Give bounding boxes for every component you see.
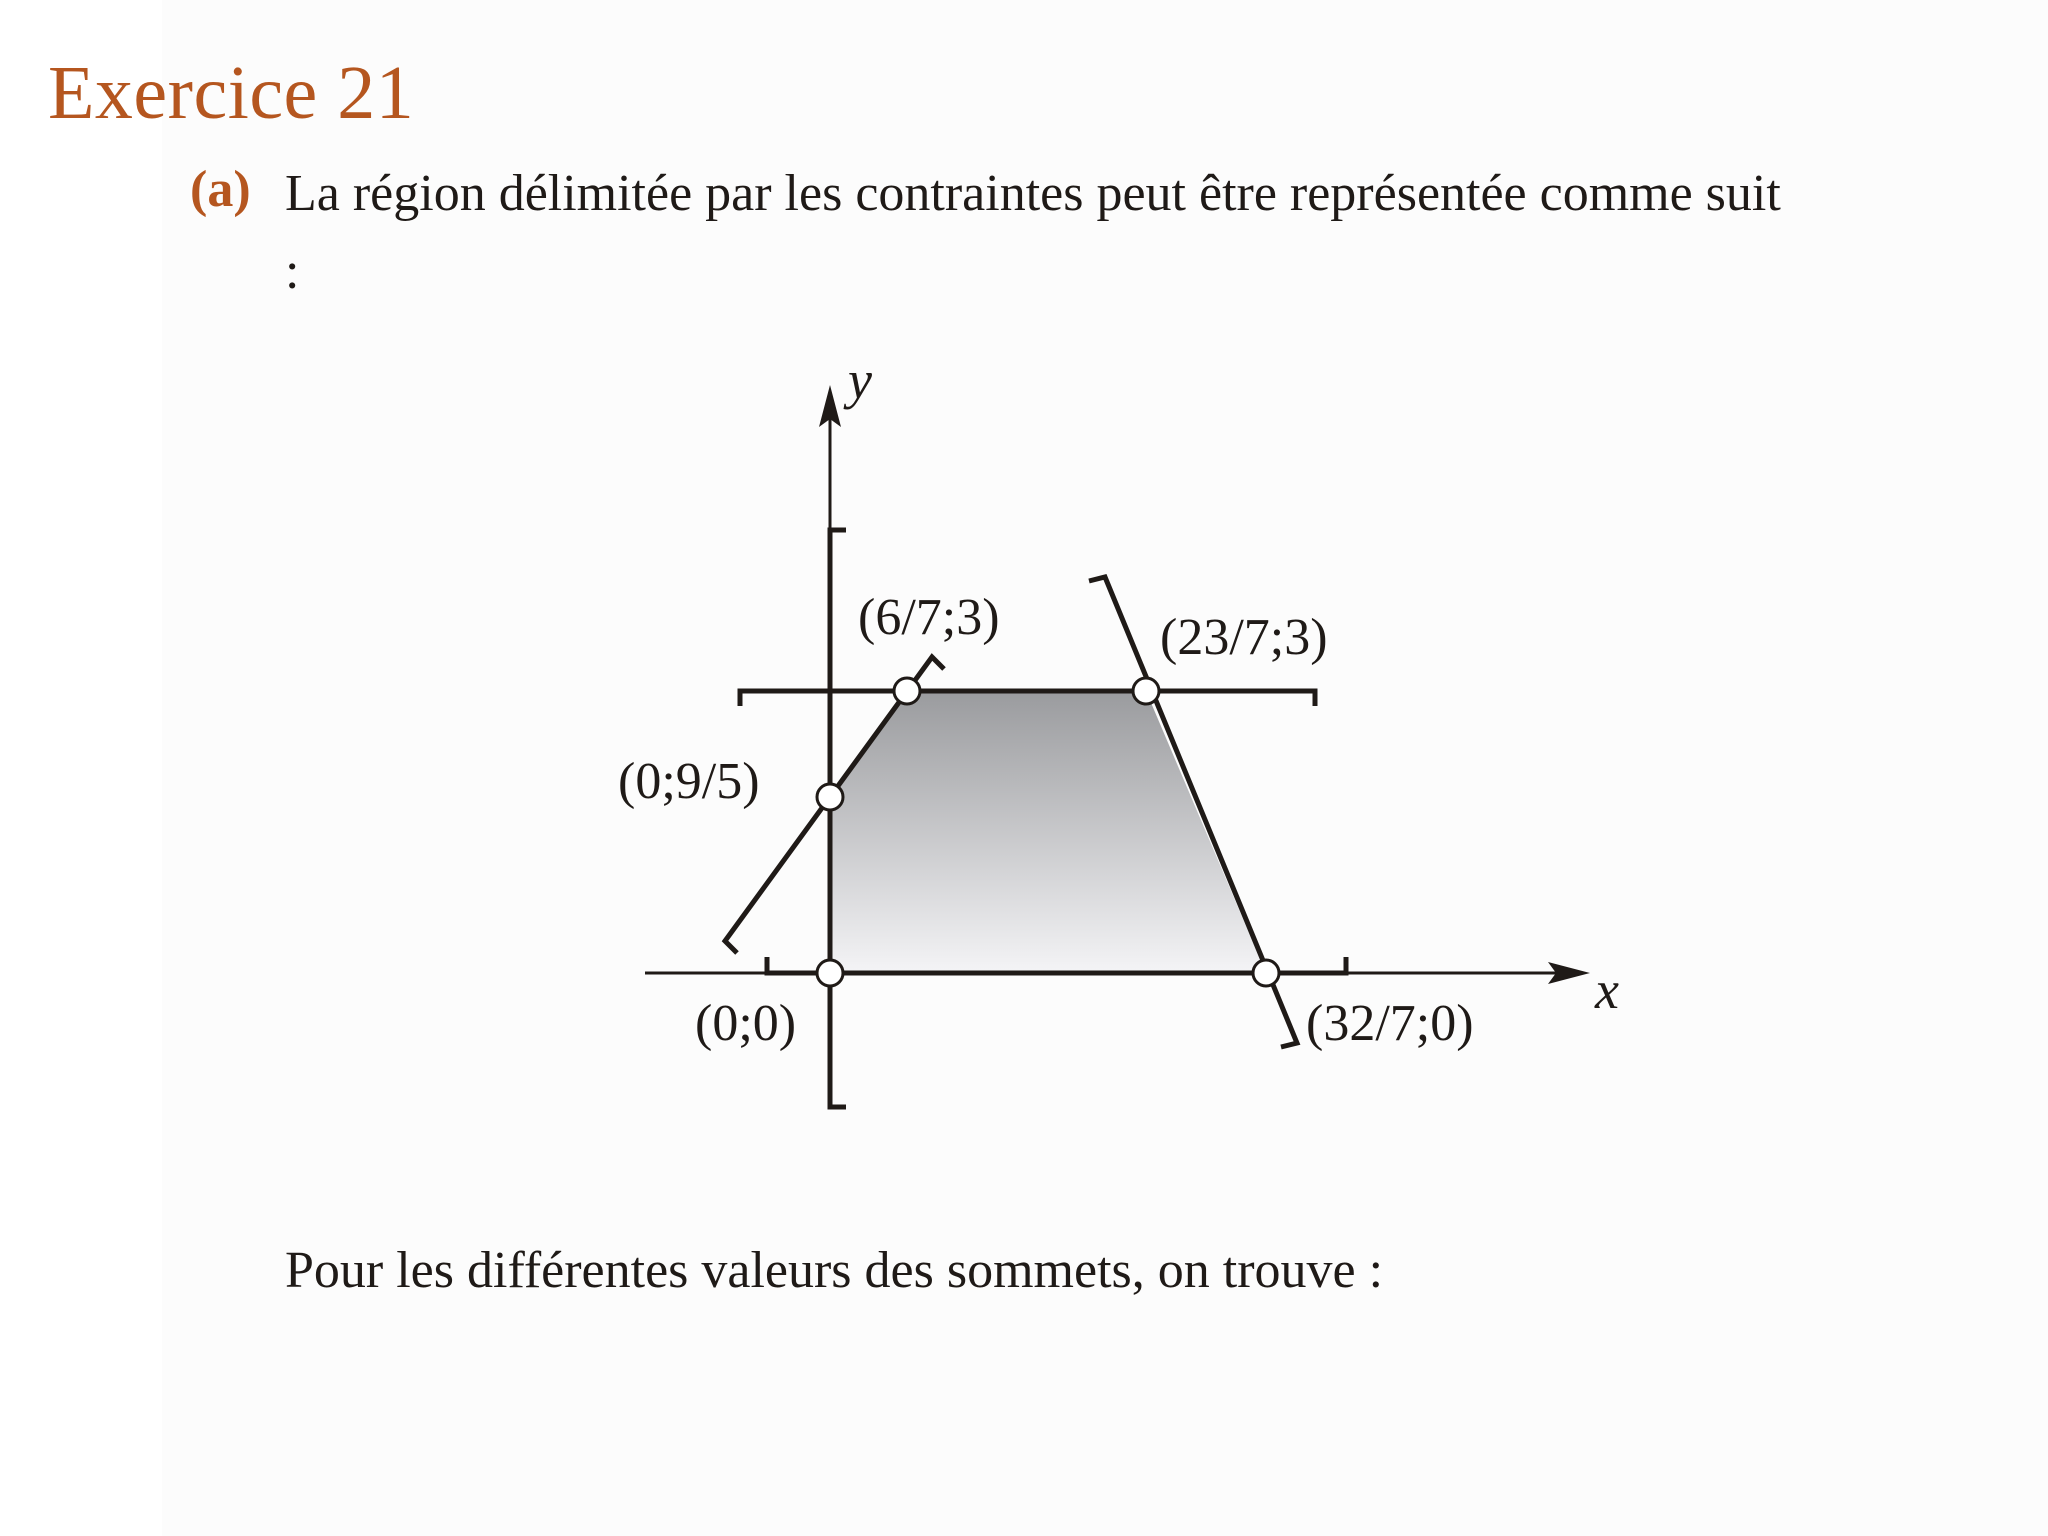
exercise-title: Exercice 21 bbox=[48, 51, 415, 135]
vertex-marker-top-left bbox=[894, 678, 920, 704]
y-axis-label: y bbox=[848, 350, 872, 410]
vertex-label-x-intercept: (32/7;0) bbox=[1306, 995, 1474, 1052]
vertex-label-origin: (0;0) bbox=[695, 995, 797, 1052]
vertex-label-top-right: (23/7;3) bbox=[1160, 609, 1328, 666]
feasible-region bbox=[830, 691, 1266, 973]
vertex-label-y-intercept: (0;9/5) bbox=[618, 753, 760, 810]
part-label: (a) bbox=[190, 161, 251, 218]
intro-paragraph: La région délimitée par les contraintes peut être représentée comme suit : bbox=[285, 165, 1781, 300]
followup-paragraph: Pour les différentes valeurs des sommets, on trouve : bbox=[285, 1242, 1384, 1299]
vertex-marker-x-intercept bbox=[1253, 960, 1279, 986]
vertex-label-top-left: (6/7;3) bbox=[858, 589, 1000, 646]
vertex-marker-top-right bbox=[1133, 678, 1159, 704]
vertex-marker-y-intercept bbox=[817, 784, 843, 810]
x-axis-label: x bbox=[1595, 960, 1619, 1020]
vertex-marker-origin bbox=[817, 960, 843, 986]
